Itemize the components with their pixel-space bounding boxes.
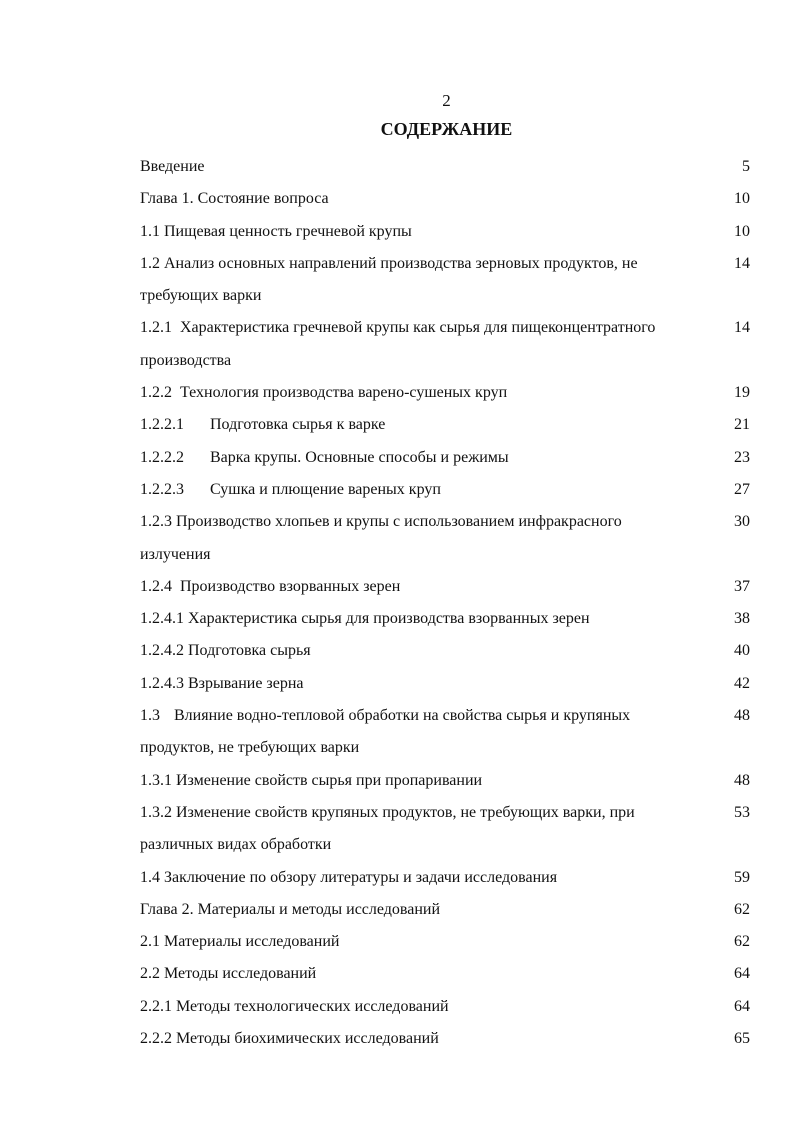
toc-entry — [140, 216, 750, 248]
toc-entry-number: 1.2.2 — [140, 384, 172, 402]
toc-entry — [140, 668, 750, 700]
page-number: 2 — [442, 91, 451, 110]
toc-entry-page: 40 — [734, 642, 750, 660]
toc-entry-page: 42 — [734, 674, 750, 692]
toc-entry-text: 2.2 Методы исследований — [140, 965, 317, 983]
toc-entry-text: Технология производства варено-сушеных круп — [180, 384, 508, 402]
toc-entry-text: 1.1 Пищевая ценность гречневой крупы — [140, 222, 412, 240]
toc-entry-text: Глава 2. Материалы и методы исследований — [140, 900, 441, 918]
toc-entry-text: 1.2.4.3 Взрывание зерна — [140, 674, 304, 692]
toc-entry-page: 10 — [734, 222, 750, 240]
toc-entry — [140, 151, 750, 183]
toc-entry-number: 1.3 — [140, 707, 160, 725]
toc-entry-number: 1.2.4 — [140, 577, 172, 595]
toc-entry-page: 38 — [734, 610, 750, 628]
toc-entry-text: Варка крупы. Основные способы и режимы — [210, 448, 509, 466]
toc-entry-text: Подготовка сырья к варке — [210, 416, 386, 434]
toc-entry — [140, 248, 750, 313]
toc-entry-page: 30 — [734, 513, 750, 531]
toc-entry-page: 10 — [734, 190, 750, 208]
toc-entry — [140, 409, 750, 441]
toc-entry — [140, 765, 750, 797]
toc-entry-page: 48 — [734, 707, 750, 725]
toc-entry-text-wrap — [140, 571, 680, 603]
toc-entry-page: 48 — [734, 771, 750, 789]
toc-entry-text: 2.1 Материалы исследований — [140, 933, 340, 951]
toc-entry-number: 1.2.2.1 — [140, 416, 184, 434]
toc-entry-page: 65 — [734, 1030, 750, 1048]
toc-entry-text-wrap — [140, 442, 680, 474]
toc-entry-number: 1.2.2.2 — [140, 448, 184, 466]
toc-entry-page: 5 — [742, 158, 750, 175]
toc-entry-page: 14 — [734, 254, 750, 272]
toc-entry-page: 53 — [734, 803, 750, 821]
toc-entry — [140, 635, 750, 667]
toc-entry — [140, 926, 750, 958]
toc-entry-number: 1.2.2.3 — [140, 480, 184, 498]
toc-entry-text: 1.2.4.2 Подготовка сырья — [140, 642, 311, 660]
toc-entry-text: 1.2 Анализ основных направлений производства зерновых продуктов, не требующих варки — [140, 254, 638, 305]
toc-entry-text-wrap — [140, 409, 680, 441]
toc-entry — [140, 442, 750, 474]
toc-entry — [140, 797, 750, 862]
toc-entry-number: 1.2.1 — [140, 319, 172, 337]
toc-entry — [140, 700, 750, 765]
toc-entry — [140, 894, 750, 926]
toc-entry-page: 64 — [734, 997, 750, 1015]
toc-entry-page: 37 — [734, 577, 750, 595]
toc-entry-page: 64 — [734, 965, 750, 983]
toc-entry-text-wrap — [140, 377, 680, 409]
toc-entry-text: Производство взорванных зерен — [180, 577, 401, 595]
toc-entry — [140, 312, 750, 377]
toc-entry-page: 27 — [734, 480, 750, 498]
table-of-contents — [140, 151, 750, 1055]
toc-entry — [140, 506, 750, 571]
toc-entry-page: 19 — [734, 384, 750, 402]
toc-entry-text-wrap — [140, 700, 680, 765]
toc-entry — [140, 377, 750, 409]
toc-entry-text: 1.3.1 Изменение свойств сырья при пропаривании — [140, 771, 483, 789]
toc-entry — [140, 183, 750, 215]
toc-entry — [140, 862, 750, 894]
toc-entry-text: Сушка и плющение вареных круп — [210, 480, 441, 498]
toc-entry-page: 62 — [734, 933, 750, 951]
toc-entry — [140, 603, 750, 635]
page-title: СОДЕРЖАНИЕ — [380, 119, 513, 139]
toc-entry-text: 1.3.2 Изменение свойств крупяных продуктов, не требующих варки, при различных видах обработки — [140, 803, 635, 854]
toc-entry-text: Характеристика гречневой крупы как сырья для пищеконцентратного производства — [140, 319, 656, 369]
toc-entry-text: 1.4 Заключение по обзору литературы и задачи исследования — [140, 868, 558, 886]
toc-entry-page: 23 — [734, 448, 750, 466]
toc-entry — [140, 474, 750, 506]
toc-entry-page: 62 — [734, 900, 750, 918]
toc-entry-text: 1.2.3 Производство хлопьев и крупы с использованием инфракрасного излучения — [140, 513, 622, 563]
toc-entry-text: Введение — [140, 158, 205, 175]
toc-entry-page: 21 — [734, 416, 750, 434]
toc-entry-text: 2.2.2 Методы биохимических исследований — [140, 1030, 439, 1048]
toc-entry-page: 59 — [734, 868, 750, 886]
toc-entry-text: 1.2.4.1 Характеристика сырья для производства взорванных зерен — [140, 610, 590, 628]
toc-entry-text-wrap — [140, 312, 680, 377]
toc-entry — [140, 1023, 750, 1055]
toc-entry-text: Влияние водно-тепловой обработки на свойства сырья и крупяных продуктов, не требующих варки — [140, 707, 631, 757]
toc-entry — [140, 991, 750, 1023]
toc-entry-page: 14 — [734, 319, 750, 337]
toc-entry — [140, 958, 750, 990]
toc-entry-text: Глава 1. Состояние вопроса — [140, 190, 329, 208]
toc-entry-text: 2.2.1 Методы технологических исследований — [140, 997, 449, 1015]
toc-entry-text-wrap — [140, 474, 680, 506]
toc-entry — [140, 571, 750, 603]
